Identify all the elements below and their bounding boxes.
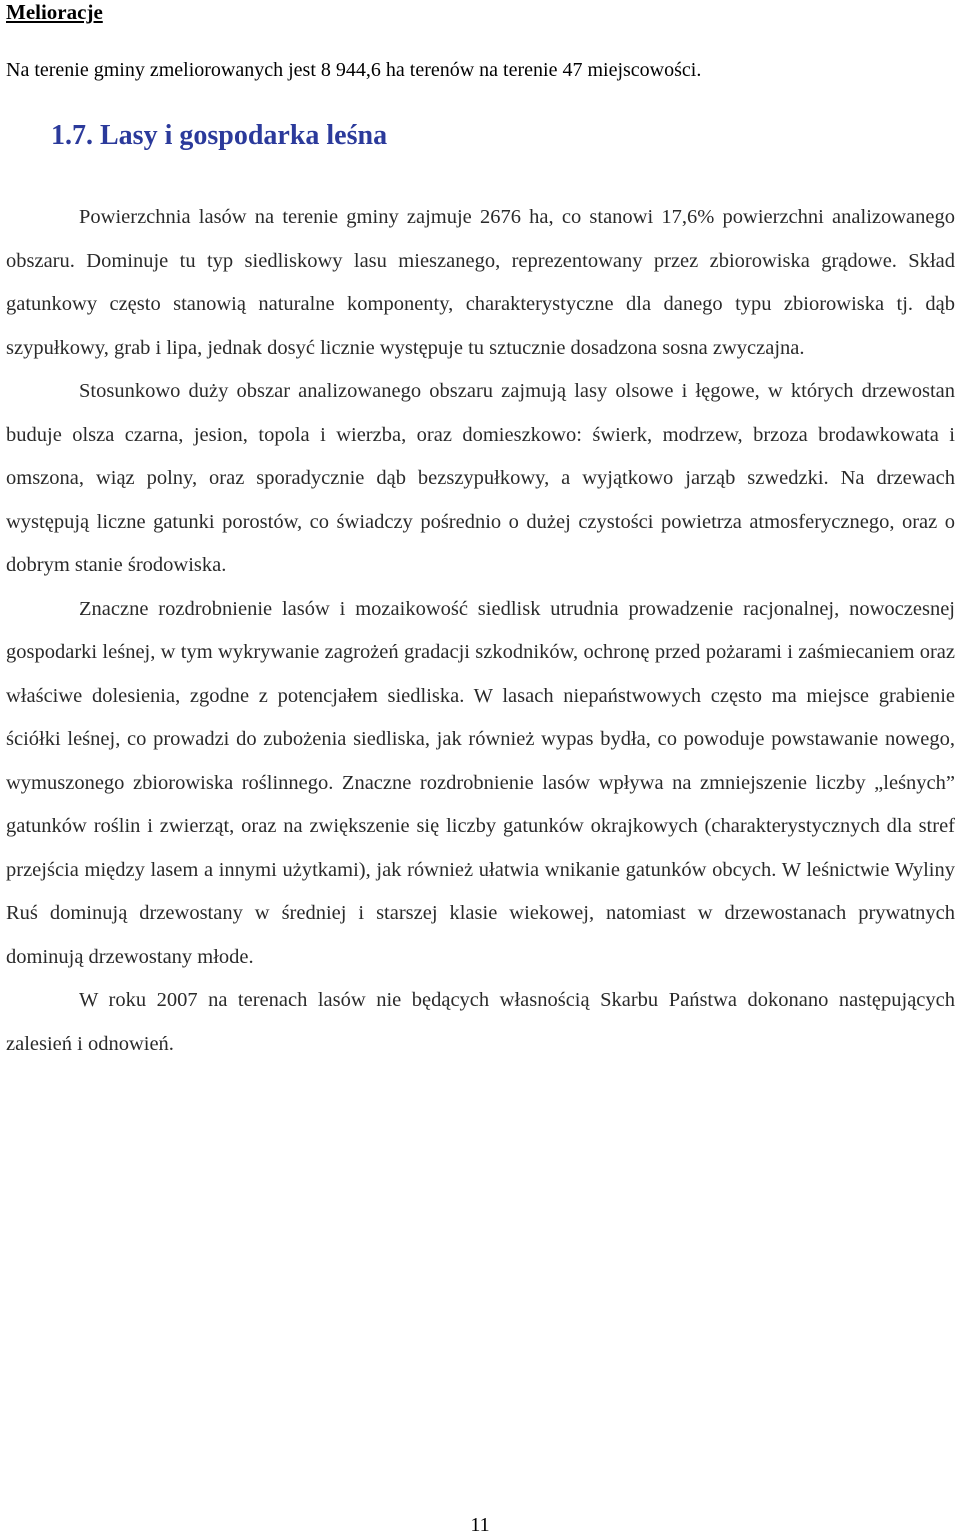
paragraph-alder-forests: Stosunkowo duży obszar analizowanego obszaru zajmują lasy olsowe i łęgowe, w których drzewostan buduje olsza czarna, jesion, topola i wierzba, oraz domieszkowo: świerk, modrzew, brzoza brodawkowata i omszona, wiąz polny, oraz sporadycznie dąb bezszypułkowy, a wyjątkowo jarząb szwedzki. Na drzewach występują liczne gatunki porostów, co świadczy pośrednio o dużej czystości powietrza atmosferycznego, oraz o dobrym stanie środowiska.: [6, 380, 955, 576]
intro-line: Na terenie gminy zmeliorowanych jest 8 944,6 ha terenów na terenie 47 miejscowości.: [6, 59, 702, 81]
body-text: [6, 196, 955, 1066]
paragraph-afforestation-2007: W roku 2007 na terenach lasów nie będących własnością Skarbu Państwa dokonano następujących zalesień i odnowień.: [6, 989, 955, 1055]
paragraph-forest-fragmentation: Znaczne rozdrobnienie lasów i mozaikowość siedlisk utrudnia prowadzenie racjonalnej, nowoczesnej gospodarki leśnej, w tym wykrywanie zagrożeń gradacji szkodników, ochronę przed pożarami i zaśmiecaniem oraz właściwe dolesienia, zgodne z potencjałem siedliska. W lasach niepaństwowych często ma miejsce grabienie ściółki leśnej, co prowadzi do zubożenia siedliska, jak również wypas bydła, co powoduje powstawanie nowego, wymuszonego zbiorowiska roślinnego. Znaczne rozdrobnienie lasów wpływa na zmniejszenie liczby „leśnych” gatunków roślin i zwierząt, oraz na zwiększenie się liczby gatunków okrajkowych (charakterystycznych dla stref przejścia między lasem a innymi użytkami), jak również ułatwia wnikanie gatunków obcych. W leśnictwie Wyliny Ruś dominują drzewostany w średniej i starszej klasie wiekowej, natomiast w drzewostanach prywatnych dominują drzewostany młode.: [6, 597, 955, 968]
subsection-title: Melioracje: [6, 0, 103, 24]
page-number: 11: [470, 1514, 490, 1536]
paragraph-forest-area: Powierzchnia lasów na terenie gminy zajmuje 2676 ha, co stanowi 17,6% powierzchni analizowanego obszaru. Dominuje tu typ siedliskowy lasu mieszanego, reprezentowany przez zbiorowiska grądowe. Skład gatunkowy często stanowią naturalne komponenty, charakterystyczne dla danego typu zbiorowiska tj. dąb szypułkowy, grab i lipa, jednak dosyć licznie występuje tu sztucznie dosadzona sosna zwyczajna.: [6, 206, 955, 359]
chapter-heading: 1.7. Lasy i gospodarka leśna: [51, 120, 388, 151]
